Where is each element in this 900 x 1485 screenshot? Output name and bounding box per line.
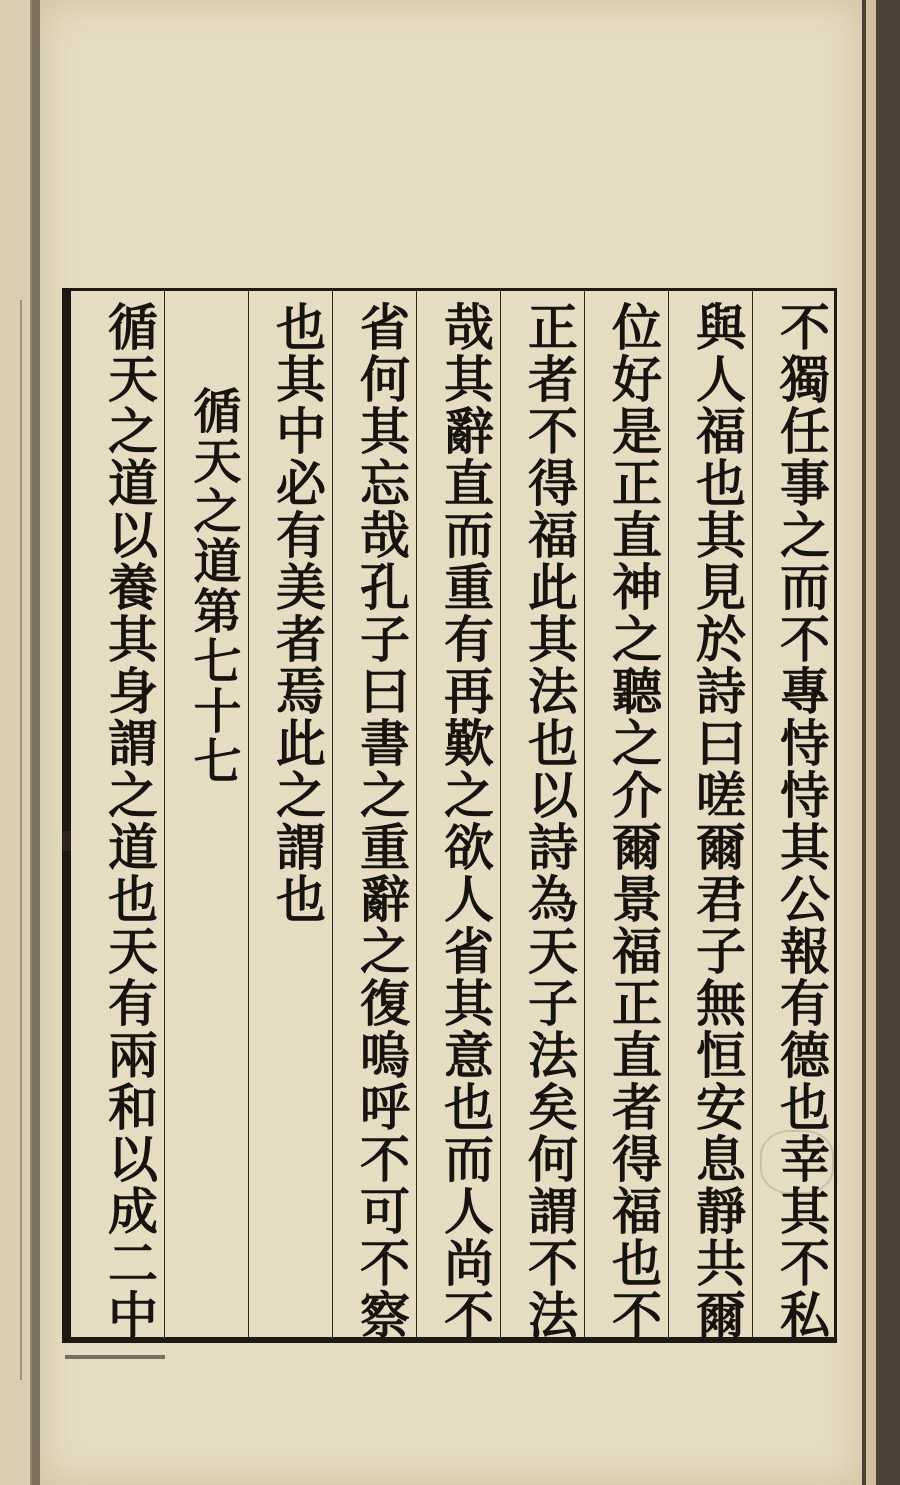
text-column-4: 正者不得福此其法也以詩為天子法矣何謂不法 [520,301,579,1341]
right-page-edge [862,0,900,1485]
text-column-3: 位好是正直神之聽之介爾景福正直者得福也不 [604,301,663,1341]
column-rule [416,291,417,1337]
text-column-5: 哉其辭直而重有再歎之欲人省其意也而人尚不 [436,301,495,1341]
column-rule [500,291,501,1337]
column-rule [164,291,165,1337]
text-column-7: 也其中必有美者焉此之謂也 [268,301,327,925]
column-rule [752,291,753,1337]
page-edge-strip [866,0,876,1485]
column-rule [332,291,333,1337]
faded-seal-stamp [760,1130,834,1194]
previous-page-edge [0,0,32,1485]
text-column-2: 與人福也其見於詩曰嗟爾君子無恒安息靜共爾 [688,301,747,1341]
chapter-heading: 循天之道第七十七 [185,386,241,786]
book-gutter [32,0,40,1485]
ink-smudge [65,1355,165,1359]
column-rule [584,291,585,1337]
text-frame [62,288,837,1343]
text-column-9: 循天之道以養其身謂之道也天有兩和以成二中 [100,301,159,1341]
border-notch [62,831,71,851]
column-rule [248,291,249,1337]
column-rule [668,291,669,1337]
text-column-6: 省何其忘哉孔子曰書之重辭之復嗚呼不可不察 [352,301,411,1341]
previous-page-border-ghost [0,300,22,1380]
text-column-1: 不獨任事之而不專恃恃其公報有德也幸其不私 [772,301,831,1341]
